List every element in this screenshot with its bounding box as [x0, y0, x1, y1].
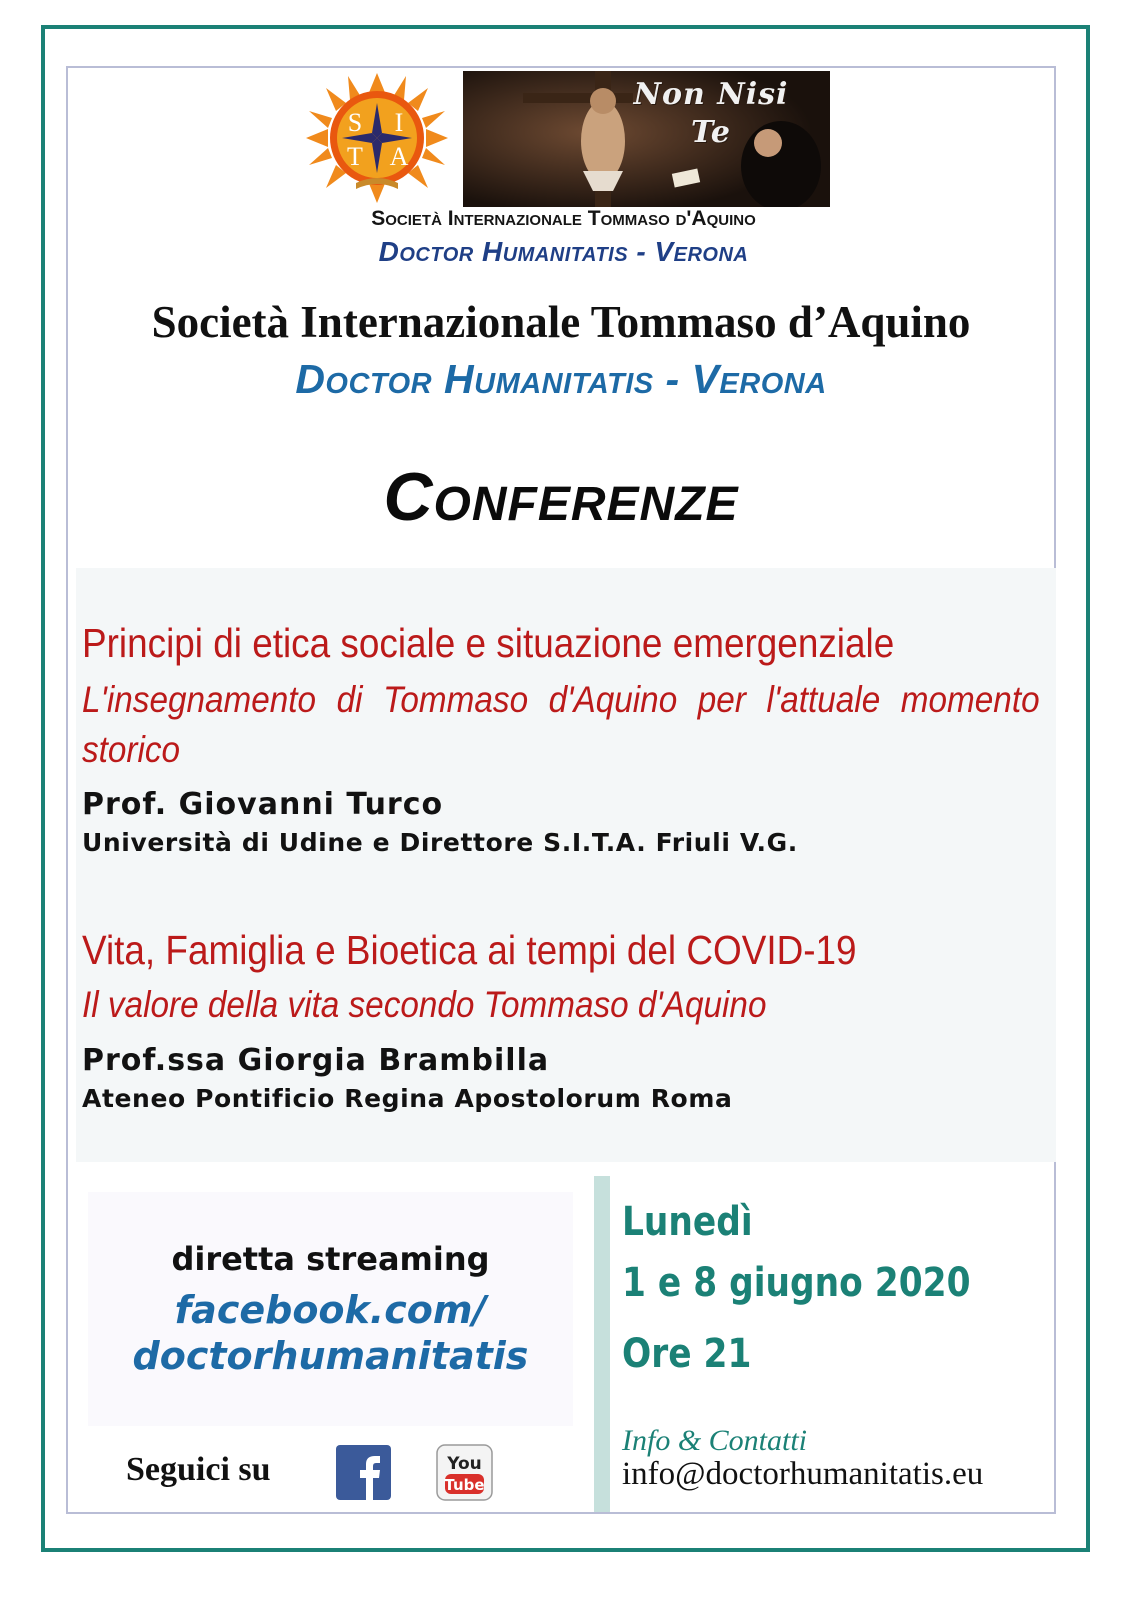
schedule-dates: 1 e 8 giugno 2020 — [622, 1260, 971, 1306]
streaming-link-line-1[interactable]: facebook.com/ — [174, 1288, 487, 1332]
motto-line-2: Te — [691, 115, 731, 150]
follow-label: Seguici su — [126, 1451, 271, 1488]
motto-line-1: Non Nisi — [633, 77, 789, 112]
schedule-day: Lunedì — [622, 1199, 753, 1245]
youtube-icon[interactable] — [436, 1444, 493, 1501]
sita-letter-i: I — [394, 108, 404, 137]
schedule-time: Ore 21 — [622, 1331, 752, 1377]
streaming-label: diretta streaming — [171, 1240, 490, 1278]
talk-2-affiliation: Ateneo Pontificio Regina Apostolorum Roma — [82, 1084, 733, 1113]
sita-letter-t: T — [347, 142, 363, 171]
sita-letter-s: S — [347, 108, 363, 137]
conference-title: Conferenze — [383, 459, 739, 535]
talk-2-speaker: Prof.ssa Giorgia Brambilla — [82, 1043, 550, 1078]
talk-1-subtitle: L'insegnamento di Tommaso d'Aquino per l'attuale momento storico — [82, 679, 1040, 770]
contact-label: Info & Contatti — [622, 1424, 808, 1457]
sita-sun-logo — [306, 73, 448, 203]
talk-1-speaker: Prof. Giovanni Turco — [82, 787, 444, 822]
vertical-divider — [594, 1176, 610, 1512]
talk-2-title: Vita, Famiglia e Bioetica ai tempi del COVID-19 — [82, 927, 857, 973]
latin-motto — [628, 76, 794, 152]
facebook-icon[interactable] — [336, 1445, 391, 1500]
logo-subtitle: Doctor Humanitatis - Verona — [378, 236, 749, 267]
talk-1-title: Principi di etica sociale e situazione emergenziale — [82, 620, 895, 666]
logo-title: Società Internazionale Tommaso d'Aquino — [371, 207, 756, 230]
sita-letter-a: A — [389, 142, 409, 171]
organization-subtitle: Doctor Humanitatis - Verona — [295, 356, 827, 402]
talk-1-affiliation: Università di Udine e Direttore S.I.T.A. Friuli V.G. — [82, 828, 798, 857]
youtube-icon-bottom-text: Tube — [444, 1476, 485, 1494]
talk-2-subtitle: Il valore della vita secondo Tommaso d'Aquino — [82, 984, 767, 1025]
organization-name: Società Internazionale Tommaso d’Aquino — [151, 297, 971, 347]
contact-email[interactable]: info@doctorhumanitatis.eu — [622, 1456, 984, 1492]
streaming-link-line-2[interactable]: doctorhumanitatis — [132, 1334, 529, 1378]
youtube-icon-top-text: You — [447, 1454, 482, 1474]
